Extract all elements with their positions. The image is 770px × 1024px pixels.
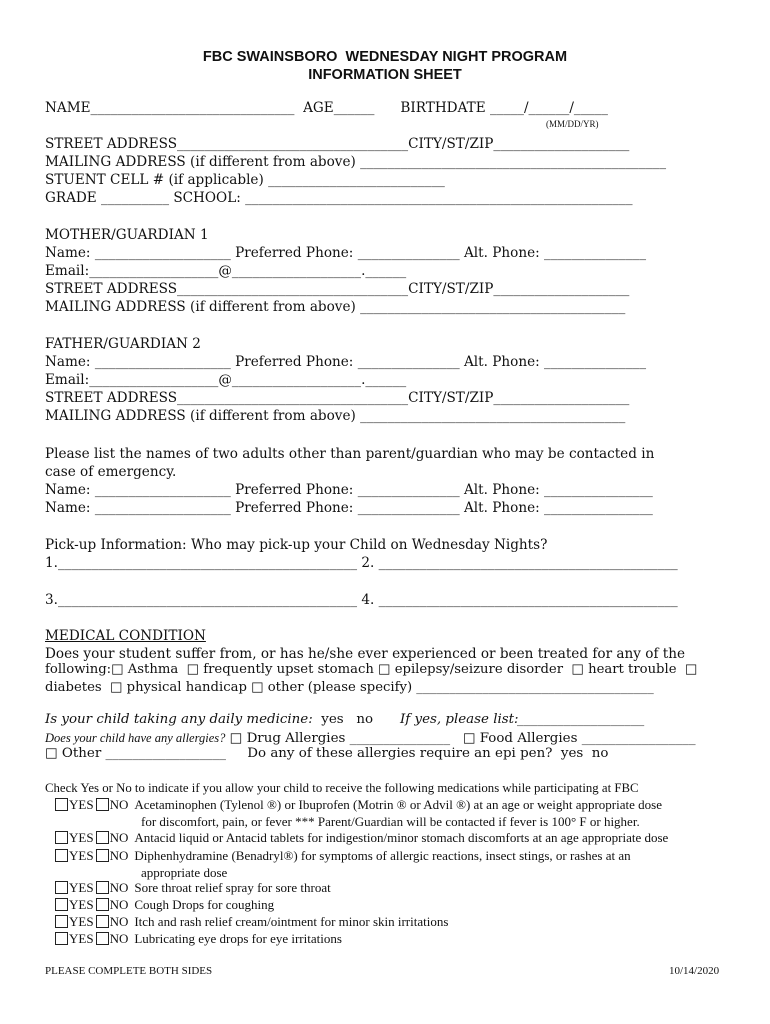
daily-medicine-question: Is your child taking any daily medicine: bbox=[45, 712, 313, 727]
medication-no-label: NO bbox=[109, 880, 129, 895]
student-mailing-address-field[interactable]: MAILING ADDRESS (if different from above) _____________________________________________ bbox=[45, 154, 667, 170]
medication-yes-checkbox[interactable] bbox=[55, 831, 68, 844]
student-name-age-birthdate-field[interactable]: NAME______________________________ AGE______ BIRTHDATE _____/______/_____ bbox=[45, 100, 608, 116]
medication-no-label: NO bbox=[109, 797, 129, 812]
medication-description: Antacid liquid or Antacid tablets for indigestion/minor stomach discomforts at an age appropriate dose bbox=[134, 830, 669, 845]
medication-row bbox=[55, 914, 448, 931]
allergies-other-epipen-row[interactable]: □ Other __________________ Do any of these allergies require an epi pen? yes no bbox=[45, 746, 609, 761]
guardian1-email-field[interactable]: Email:___________________@___________________.______ bbox=[45, 263, 407, 279]
pickup-row-1-2-field[interactable]: 1.____________________________________________ 2. ____________________________________________ bbox=[45, 555, 678, 571]
guardian2-heading: FATHER/GUARDIAN 2 bbox=[45, 336, 201, 352]
medication-description: Itch and rash relief cream/ointment for minor skin irritations bbox=[134, 914, 449, 929]
medication-yes-checkbox[interactable] bbox=[55, 798, 68, 811]
medical-question-line1: Does your student suffer from, or has he/she ever experienced or been treated for any of the bbox=[45, 646, 686, 662]
footer-date: 10/14/2020 bbox=[669, 965, 720, 977]
medication-no-checkbox[interactable] bbox=[96, 932, 109, 945]
medication-no-checkbox[interactable] bbox=[96, 898, 109, 911]
guardian2-mailing-address-field[interactable]: MAILING ADDRESS (if different from above) _______________________________________ bbox=[45, 408, 626, 424]
medication-yes-checkbox[interactable] bbox=[55, 881, 68, 894]
medication-yes-label: YES bbox=[69, 931, 94, 946]
medication-no-checkbox[interactable] bbox=[96, 798, 109, 811]
medication-yes-label: YES bbox=[69, 797, 94, 812]
medication-row bbox=[55, 897, 274, 914]
medication-no-label: NO bbox=[109, 830, 129, 845]
medication-no-label: NO bbox=[109, 931, 129, 946]
pickup-row-3-4-field[interactable]: 3.____________________________________________ 4. ____________________________________________ bbox=[45, 592, 678, 608]
medication-yes-label: YES bbox=[69, 830, 94, 845]
medication-yes-label: YES bbox=[69, 880, 94, 895]
guardian1-street-address-field[interactable]: STREET ADDRESS__________________________________CITY/ST/ZIP____________________ bbox=[45, 281, 630, 297]
footer-complete-both-sides: PLEASE COMPLETE BOTH SIDES bbox=[45, 965, 213, 977]
guardian1-mailing-address-field[interactable]: MAILING ADDRESS (if different from above) _______________________________________ bbox=[45, 299, 626, 315]
medication-row bbox=[55, 830, 668, 847]
medication-no-checkbox[interactable] bbox=[96, 849, 109, 862]
medication-no-checkbox[interactable] bbox=[96, 915, 109, 928]
medication-yes-label: YES bbox=[69, 914, 94, 929]
medication-yes-label: YES bbox=[69, 848, 94, 863]
form-subtitle: INFORMATION SHEET bbox=[308, 67, 462, 83]
medication-description: Acetaminophen (Tylenol ®) or Ibuprofen (Motrin ® or Advil ®) at an age or weight appropriate dose bbox=[134, 797, 662, 812]
emergency-contact-2-field[interactable]: Name: ____________________ Preferred Phone: _______________ Alt. Phone: ________________ bbox=[45, 500, 653, 516]
medication-no-label: NO bbox=[109, 914, 129, 929]
daily-medicine-options[interactable]: yes no bbox=[312, 712, 374, 727]
medicine-list-label: If yes, please list: bbox=[400, 712, 519, 727]
emergency-intro-line1: Please list the names of two adults other than parent/guardian who may be contacted in bbox=[45, 446, 655, 462]
medication-no-label: NO bbox=[109, 897, 129, 912]
pickup-heading: Pick-up Information: Who may pick-up your Child on Wednesday Nights? bbox=[45, 537, 548, 553]
medical-conditions-other-field[interactable]: diabetes □ physical handicap □ other (please specify) ____________________________________ bbox=[45, 680, 654, 695]
form-title: FBC SWAINSBORO WEDNESDAY NIGHT PROGRAM bbox=[202, 49, 568, 65]
medication-description: Lubricating eye drops for eye irritations bbox=[134, 931, 342, 946]
medication-yes-checkbox[interactable] bbox=[55, 932, 68, 945]
medication-description: Diphenhydramine (Benadryl®) for symptoms of allergic reactions, insect stings, or rashes at an bbox=[134, 848, 631, 863]
medications-intro: Check Yes or No to indicate if you allow your child to receive the following medications while participating at FBC bbox=[45, 781, 639, 795]
medical-conditions-checklist[interactable]: following:□ Asthma □ frequently upset stomach □ epilepsy/seizure disorder □ heart trouble □ bbox=[45, 662, 698, 677]
emergency-contact-1-field[interactable]: Name: ____________________ Preferred Phone: _______________ Alt. Phone: ________________ bbox=[45, 482, 653, 498]
medicine-list-field[interactable]: ___________________ bbox=[517, 712, 645, 727]
medication-yes-checkbox[interactable] bbox=[55, 898, 68, 911]
student-cell-field[interactable]: STUENT CELL # (if applicable) __________________________ bbox=[45, 172, 445, 188]
medication-row bbox=[55, 797, 662, 814]
emergency-intro-line2: case of emergency. bbox=[45, 464, 177, 480]
medication-yes-checkbox[interactable] bbox=[55, 849, 68, 862]
guardian2-name-phone-field[interactable]: Name: ____________________ Preferred Phone: _______________ Alt. Phone: _______________ bbox=[45, 354, 646, 370]
medication-no-checkbox[interactable] bbox=[96, 881, 109, 894]
grade-school-field[interactable]: GRADE __________ SCHOOL: _________________________________________________________ bbox=[45, 190, 633, 206]
medication-description: Sore throat relief spray for sore throat bbox=[134, 880, 331, 895]
medication-row bbox=[55, 848, 631, 865]
birthdate-format-hint: (MM/DD/YR) bbox=[546, 119, 599, 129]
medication-row bbox=[55, 931, 342, 948]
medication-no-checkbox[interactable] bbox=[96, 831, 109, 844]
medication-no-label: NO bbox=[109, 848, 129, 863]
medication-row bbox=[55, 880, 331, 897]
guardian1-heading: MOTHER/GUARDIAN 1 bbox=[45, 227, 209, 243]
medical-condition-heading: MEDICAL CONDITION bbox=[45, 628, 206, 644]
allergies-question: Does your child have any allergies? bbox=[45, 731, 226, 745]
guardian2-street-address-field[interactable]: STREET ADDRESS__________________________________CITY/ST/ZIP____________________ bbox=[45, 390, 630, 406]
daily-medicine-row[interactable] bbox=[45, 711, 373, 729]
allergies-options[interactable]: □ Drug Allergies _______________ □ Food Allergies _________________ bbox=[225, 731, 696, 746]
guardian2-email-field[interactable]: Email:___________________@___________________.______ bbox=[45, 372, 407, 388]
medication-description-continued: appropriate dose bbox=[141, 864, 228, 880]
medication-yes-checkbox[interactable] bbox=[55, 915, 68, 928]
medication-yes-label: YES bbox=[69, 897, 94, 912]
medication-description: Cough Drops for coughing bbox=[134, 897, 275, 912]
guardian1-name-phone-field[interactable]: Name: ____________________ Preferred Phone: _______________ Alt. Phone: _______________ bbox=[45, 245, 646, 261]
student-street-address-field[interactable]: STREET ADDRESS__________________________________CITY/ST/ZIP____________________ bbox=[45, 136, 630, 152]
medication-description-continued: for discomfort, pain, or fever *** Parent/Guardian will be contacted if fever is 100° F or higher. bbox=[141, 813, 640, 829]
